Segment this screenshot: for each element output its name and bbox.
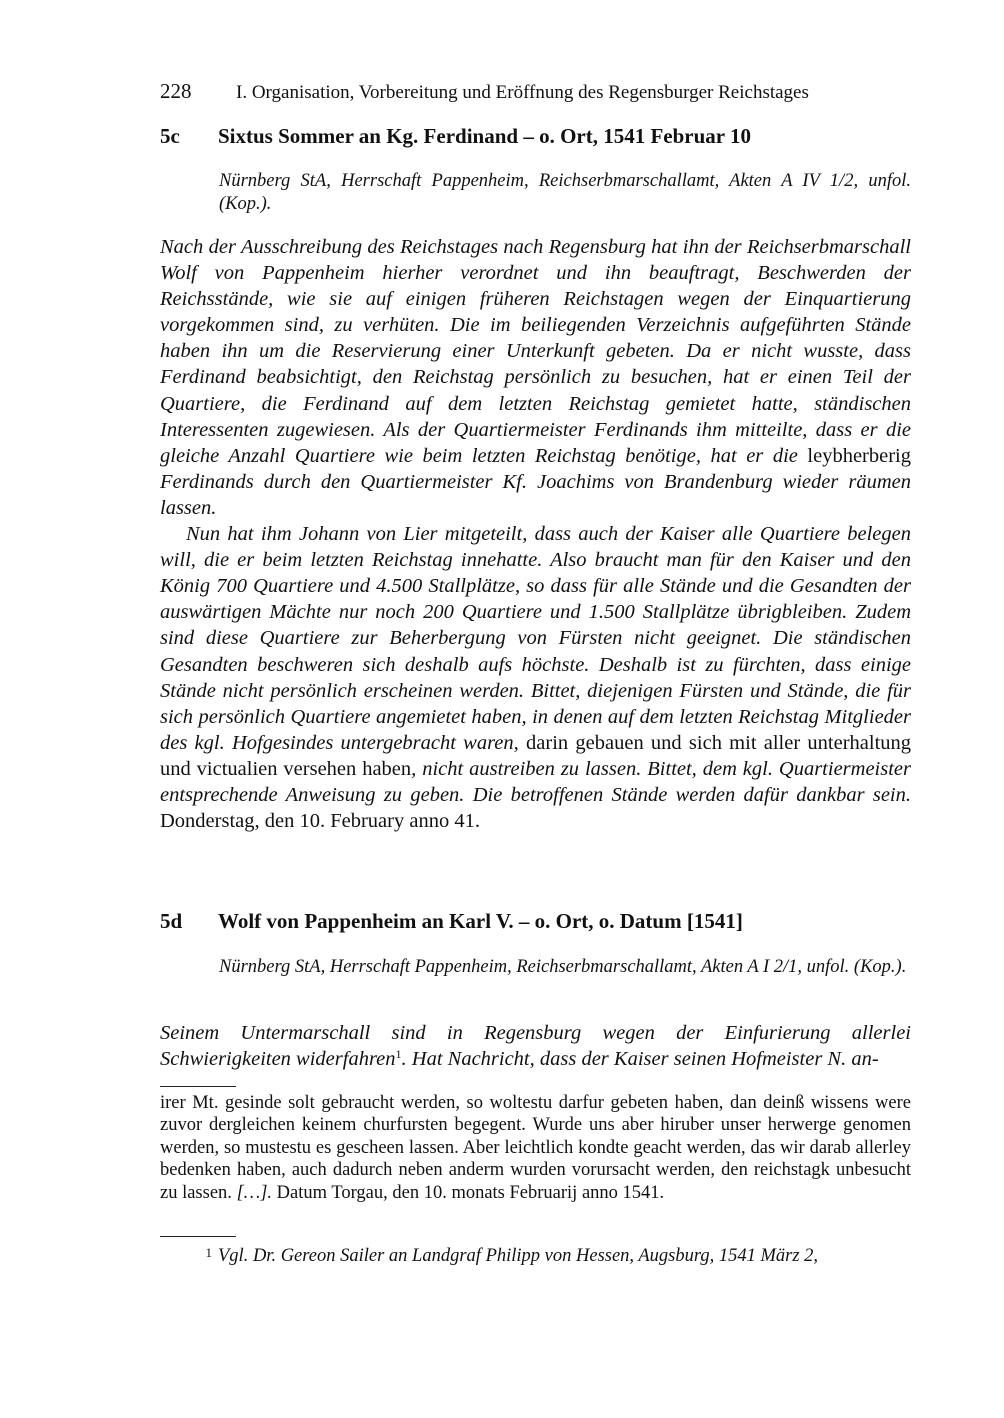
regest-text: Seinem Untermarschall sind in Regensburg wegen der Einfurierung allerlei Schwierigkeiten widerfahren xyxy=(160,1022,911,1071)
regest-text: , nicht austreiben zu lassen. Bittet, dem kgl. Quartiermeister entsprechende Anweisung zu geben. Die betroffenen Stände werden dafür dankbar sein. xyxy=(160,757,911,806)
paragraph xyxy=(160,521,911,834)
document-5d-body xyxy=(160,1020,911,1072)
document-title: Sixtus Sommer an Kg. Ferdinand – o. Ort, 1541 Februar 10 xyxy=(218,124,751,148)
document-5d-source: Nürnberg StA, Herrschaft Pappenheim, Reichserbmarschallamt, Akten A I 2/1, unfol. (Kop.). xyxy=(219,957,907,977)
footnote-separator xyxy=(160,1086,236,1087)
document-number: 5d xyxy=(160,909,183,933)
document-number: 5c xyxy=(160,124,180,148)
document-5d-heading xyxy=(160,906,920,936)
quoted-source-text: leybherberig xyxy=(807,444,911,467)
page-number: 228 xyxy=(160,79,192,103)
footnote-continuation xyxy=(160,1092,911,1204)
document-title: Wolf von Pappenheim an Karl V. – o. Ort, o. Datum [1541] xyxy=(218,909,743,933)
paragraph xyxy=(160,1020,911,1072)
running-head-title: I. Organisation, Vorbereitung und Eröffnung des Regensburger Reichstages xyxy=(236,82,809,103)
dating-clause: Donderstag, den 10. February anno 41. xyxy=(160,810,480,833)
document-5c-body xyxy=(160,234,911,834)
footnote-1 xyxy=(160,1242,911,1267)
quoted-source-text: darin gebauen und sich mit aller unterhaltung und victualien versehen haben xyxy=(160,731,912,780)
footnote-text: Datum Torgau, den 10. monats Februarij anno 1541. xyxy=(276,1182,665,1203)
omission-mark: […]. xyxy=(236,1182,273,1203)
footnote-separator xyxy=(160,1236,236,1237)
footnote-text: irer Mt. gesinde solt gebraucht werden, so woltestu darfur gebeten haben, dan deinß wissens were zuvor dergleichen keinem churfursten begegent. Wurde uns aber hiruber unser herwerge genomen werden, so mustestu es gescheen lassen. Aber leichtlich kondte geacht werden, das wir darab allerley bedenken haben, auch dadurch neben anderm wurden vorursacht werden, den reichstagk unbesucht zu lassen. xyxy=(160,1093,911,1203)
document-5c-source: Nürnberg StA, Herrschaft Pappenheim, Reichserbmarschallamt, Akten A IV 1/2, unfol. (Kop.). xyxy=(219,171,911,214)
regest-text: Ferdinands durch den Quartiermeister Kf. Joachims von Brandenburg wieder räumen lassen. xyxy=(160,470,911,519)
regest-text: Nach der Ausschreibung des Reichstages nach Regensburg hat ihn der Reichserbmarschall Wolf von Pappenheim hierher verordnet und ihn beauftragt, Beschwerden der Reichsstände, wie sie auf einigen früheren Reichstagen wegen der Einquartierung vorgekommen sind, zu verhüten. Die im beiliegenden Verzeichnis aufgeführten Stände haben ihn um die Reservierung einer Unterkunft gebeten. Da er nicht wusste, dass Ferdinand beabsichtigt, den Reichstag persönlich zu besuchen, hat er einen Teil der Quartiere, die Ferdinand auf dem letzten Reichstag gemietet hatte, ständischen Interessenten zugewiesen. Als der Quartiermeister Ferdinands ihm mitteilte, dass er die gleiche Anzahl Quartiere wie beim letzten Reichstag benötige, hat er die xyxy=(160,236,911,467)
running-head xyxy=(160,76,920,108)
regest-text: Nun hat ihm Johann von Lier mitgeteilt, dass auch der Kaiser alle Quartiere belegen will, die er beim letzten Reichstag innehatte. Also braucht man für den Kaiser und den König 700 Quartiere und 4.500 Stallplätze, so dass für alle Stände und die Gesandten der auswärtigen Mächte nur noch 200 Quartiere und 1.500 Stallplätze übrigbleiben. Zudem sind diese Quartiere zur Beherbergung von Fürsten nicht geeignet. Die ständischen Gesandten beschweren sich deshalb aufs höchste. Deshalb ist zu fürchten, dass einige Stände nicht persönlich erscheinen werden. Bittet, diejenigen Fürsten und Stände, die für sich persönlich Quartiere angemietet haben, in denen auf dem letzten Reichstag Mitglieder des kgl. Hofgesindes untergebracht waren, xyxy=(160,523,911,754)
regest-text: . Hat Nachricht, dass der Kaiser seinen Hofmeister N. an- xyxy=(401,1048,879,1071)
footnote-number: 1 xyxy=(205,1245,212,1260)
footnote-reference[interactable]: 1 xyxy=(395,1047,402,1062)
document-5c-heading xyxy=(160,121,920,151)
footnote-text: Vgl. Dr. Gereon Sailer an Landgraf Philipp von Hessen, Augsburg, 1541 März 2, xyxy=(218,1246,819,1266)
paragraph xyxy=(160,234,911,521)
